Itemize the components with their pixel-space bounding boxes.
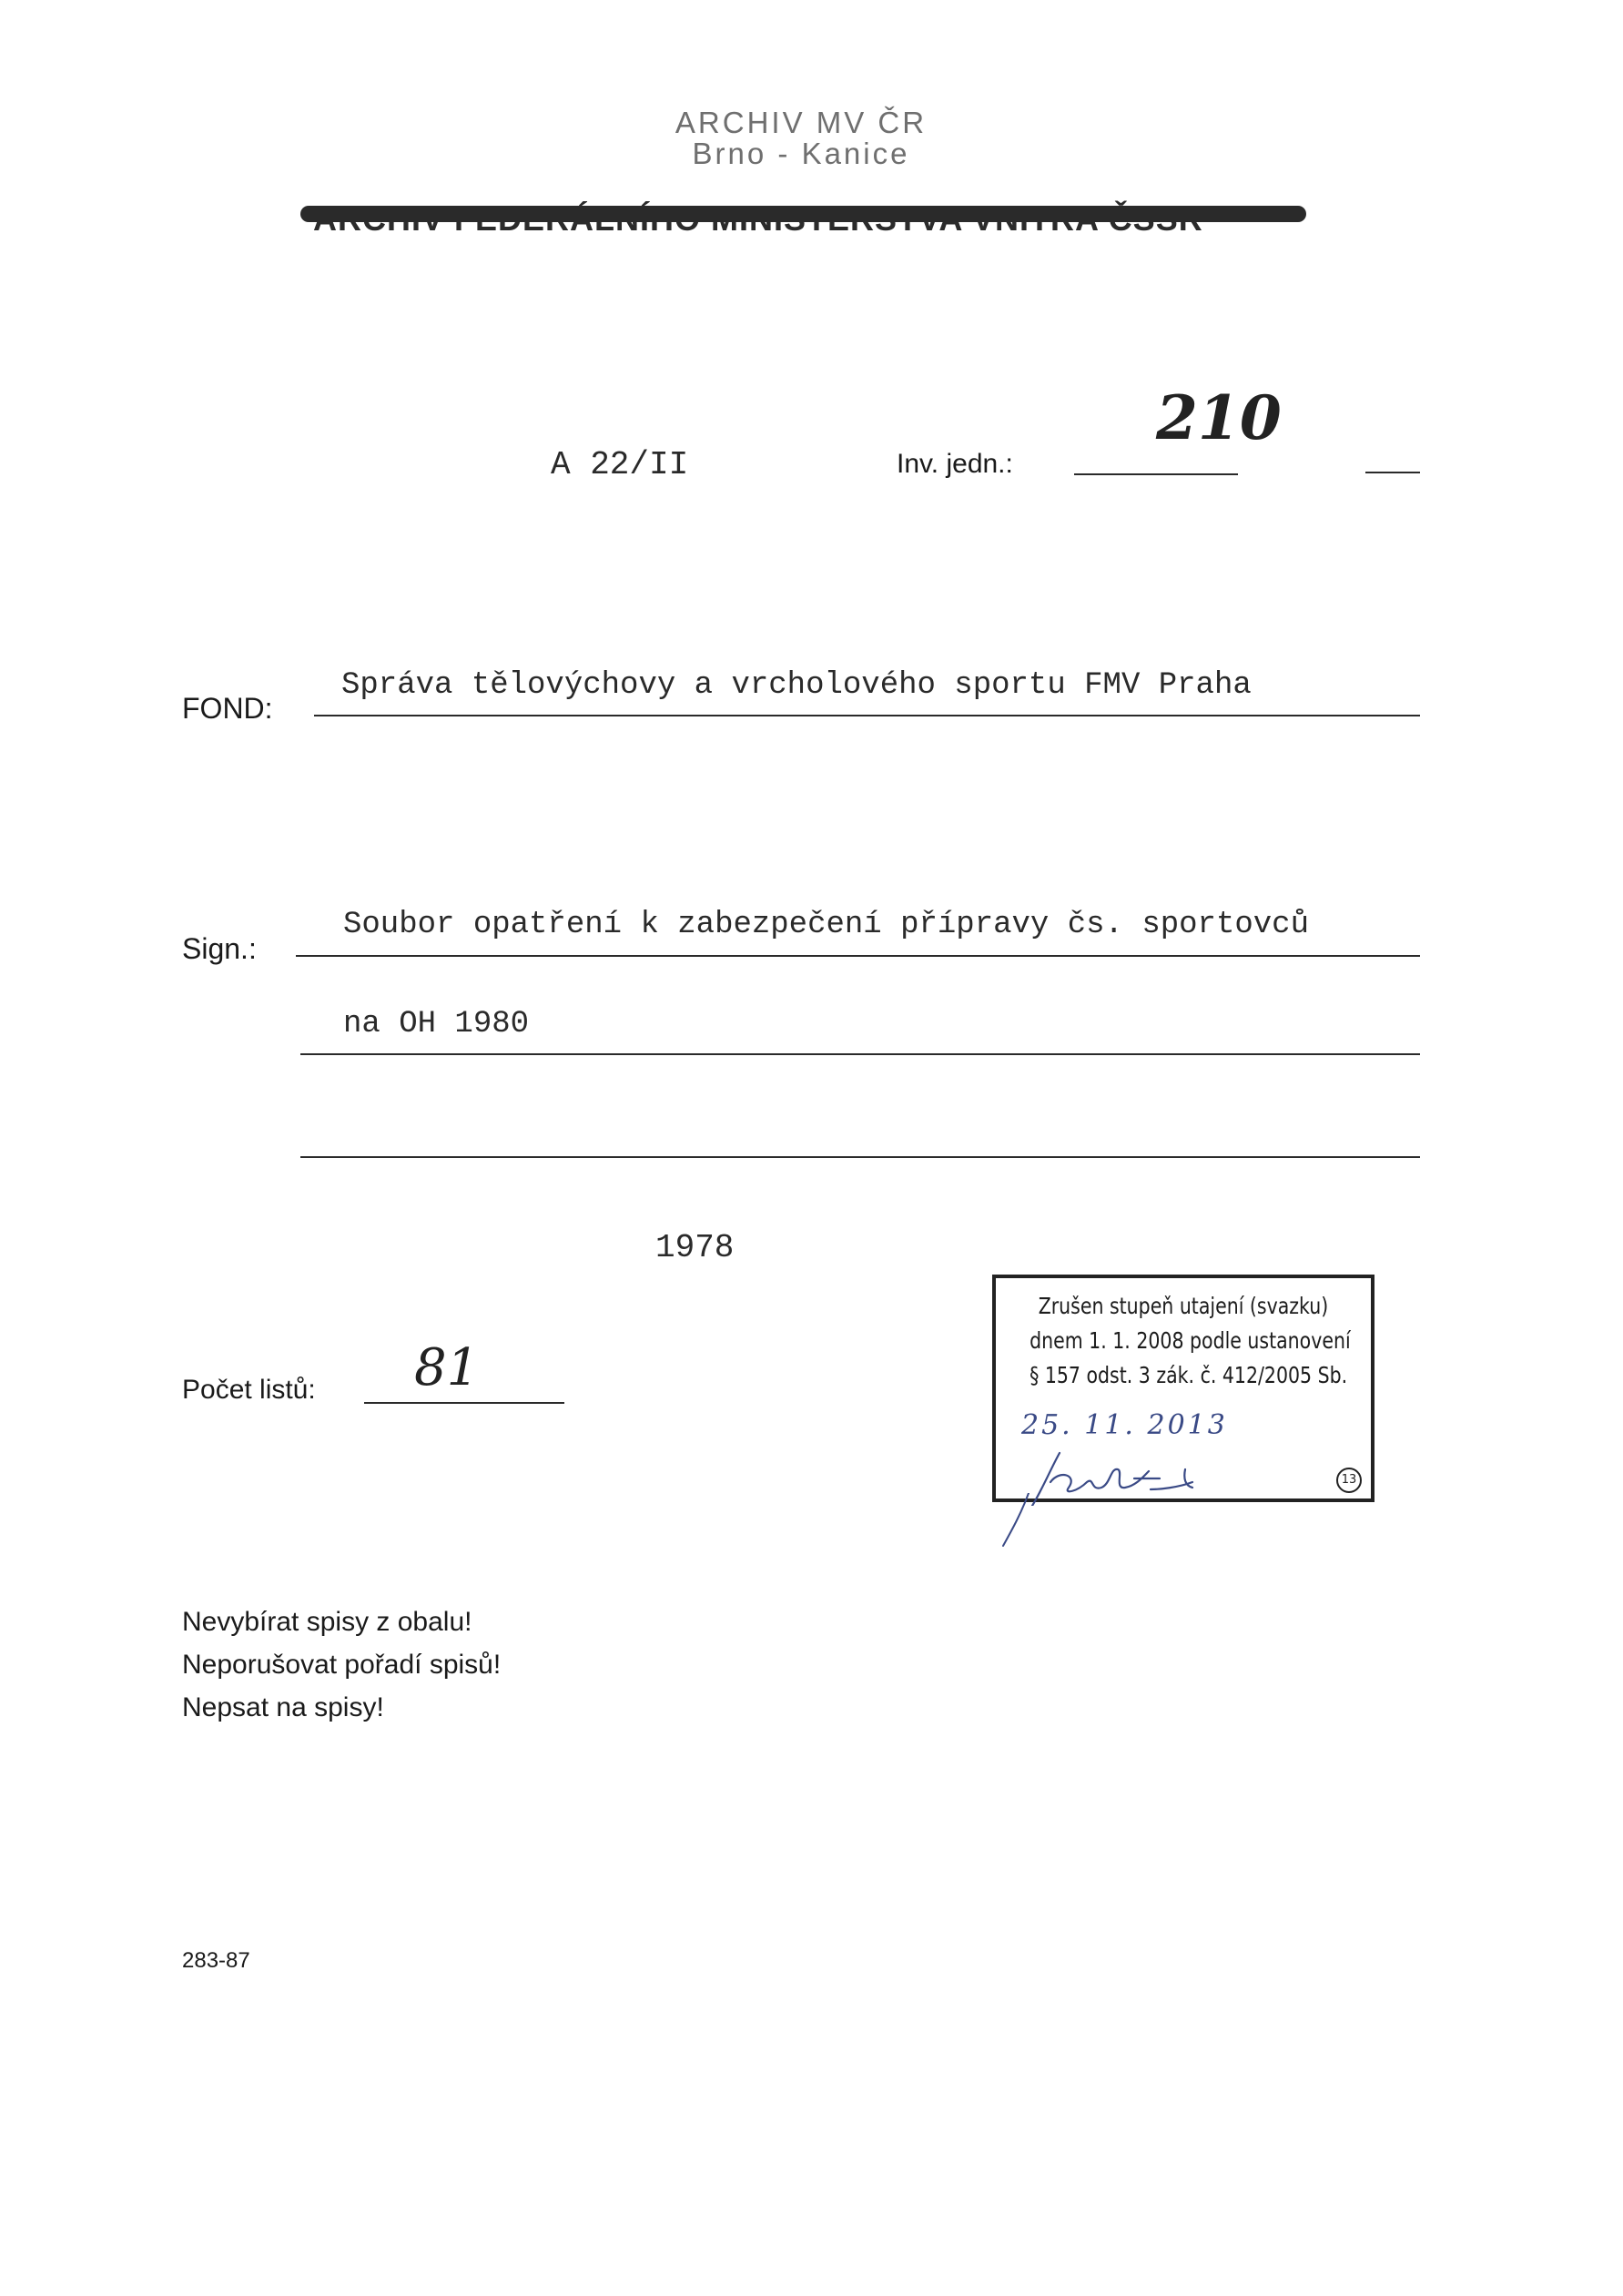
instruction-2: Neporušovat pořadí spisů! [182,1650,502,1680]
fond-code: A 22/II [551,446,689,483]
declass-line2: dnem 1. 1. 2008 podle ustanovení [1030,1327,1351,1354]
instruction-3: Nepsat na spisy! [182,1692,384,1722]
sign-value-line2: na OH 1980 [343,1007,530,1041]
fond-value: Správa tělovýchovy a vrcholového sportu FMV Praha [341,668,1252,703]
sign-label: Sign.: [182,932,257,965]
pages-label: Počet listů: [182,1375,316,1405]
pages-line [364,1402,564,1404]
struck-header [300,198,1306,239]
pages-value: 81 [414,1338,480,1397]
strike-bar [300,206,1306,222]
archive-stamp-line1: ARCHIV MV ČR [675,106,928,139]
declassification-stamp [992,1275,1374,1502]
year: 1978 [655,1229,735,1266]
sign-line2 [300,1053,1420,1055]
fond-line [314,715,1420,716]
inv-value: 210 [1156,382,1282,453]
form-number: 283-87 [182,1948,250,1973]
sign-line1 [296,955,1420,957]
declass-line3: § 157 odst. 3 zák. č. 412/2005 Sb. [1030,1362,1348,1388]
archive-stamp-line2: Brno - Kanice [692,137,910,170]
inv-line-end [1365,472,1420,473]
instruction-1: Nevybírat spisy z obalu! [182,1607,472,1637]
declass-date: 25. 11. 2013 [1021,1409,1228,1441]
signature-tail-icon [992,1493,1047,1548]
signature-icon [1023,1451,1232,1506]
fond-label: FOND: [182,692,273,725]
sign-line3 [300,1156,1420,1158]
archive-stamp [546,107,1056,169]
inv-label: Inv. jedn.: [897,449,1013,479]
inv-line [1074,473,1238,475]
sign-value-line1: Soubor opatření k zabezpečení přípravy čs. sportovců [343,908,1309,942]
stamp-number-badge: 13 [1336,1468,1362,1493]
declass-line1: Zrušen stupeň utajení (svazku) [1038,1293,1329,1319]
